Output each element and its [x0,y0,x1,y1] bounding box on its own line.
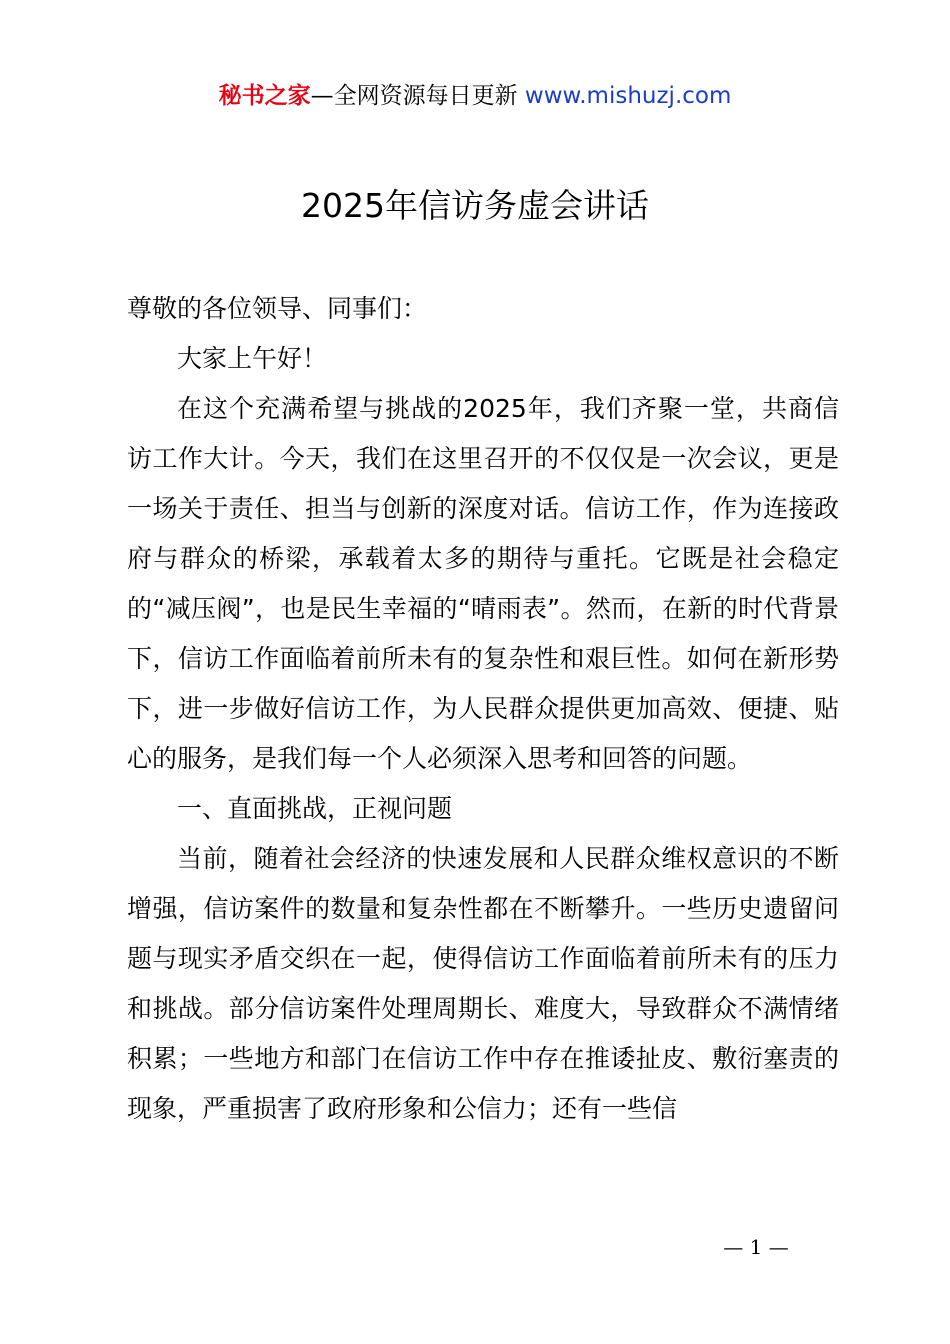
document-body [127,284,839,1134]
document-title: 2025年信访务虚会讲话 [301,186,649,225]
section-paragraph: 当前，随着社会经济的快速发展和人民群众维权意识的不断增强，信访案件的数量和复杂性都在不断攀升。一些历史遗留问题与现实矛盾交织在一起，使得信访工作面临着前所未有的压力和挑战。部分信访案件处理周期长、难度大，导致群众不满情绪积累；一些地方和部门在信访工作中存在推诿扯皮、敷衍塞责的现象，严重损害了政府形象和公信力；还有一些信 [127,844,839,1123]
page-number: — 1 — [723,1235,789,1259]
site-url-link[interactable]: www.mishuzj.com [524,83,732,109]
section-heading: 一、直面挑战，正视问题 [177,794,453,823]
site-header [0,80,950,112]
intro-paragraph: 在这个充满希望与挑战的2025年，我们齐聚一堂，共商信访工作大计。今天，我们在这里召开的不仅仅是一次会议，更是一场关于责任、担当与创新的深度对话。信访工作，作为连接政府与群众的桥梁，承载着太多的期待与重托。它既是社会稳定的“减压阀”，也是民生幸福的“晴雨表”。然而，在新的时代背景下，信访工作面临着前所未有的复杂性和艰巨性。如何在新形势下，进一步做好信访工作，为人民群众提供更加高效、便捷、贴心的服务，是我们每一个人必须深入思考和回答的问题。 [127,394,839,773]
header-tagline: —全网资源每日更新 [310,83,518,109]
brand-name: 秘书之家 [218,83,311,109]
greeting-line: 大家上午好！ [177,344,328,373]
salutation: 尊敬的各位领导、同事们： [127,294,428,323]
